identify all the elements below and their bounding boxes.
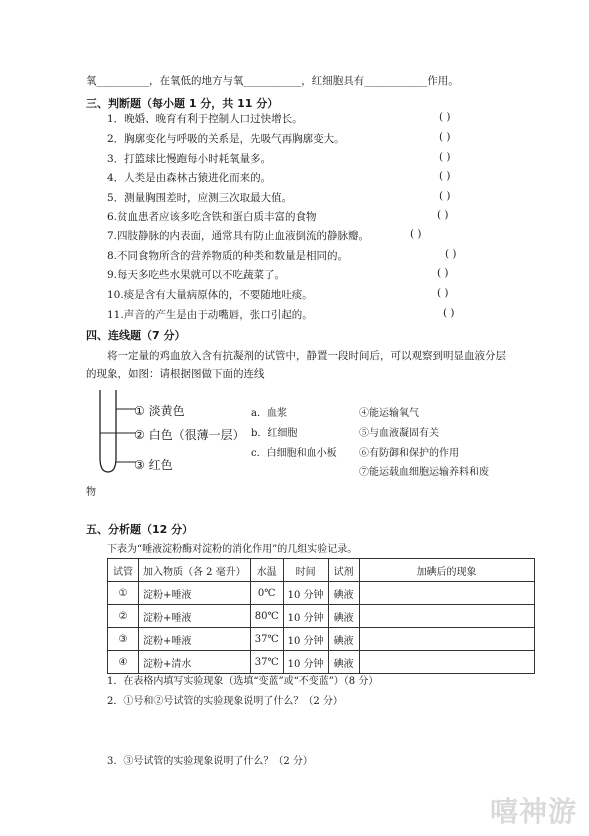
header-reagent: 试剂 (328, 559, 359, 582)
match-6[interactable]: ⑥有防御和保护的作用 (359, 448, 459, 459)
judge-item-3: 3．打篮球比慢跑每小时耗氧量多。 (107, 153, 272, 165)
judge-item-8: 8.不同食物所含的营养物质的种类和数量是相同的。 (107, 250, 349, 262)
judge-item-7: 7.四肢静脉的内表面，通常具有防止血液倒流的静脉瓣。 (107, 230, 370, 242)
table-row (108, 651, 535, 674)
cell-substance: 淀粉+清水 (139, 651, 251, 674)
cell-substance: 淀粉+唾液 (139, 628, 251, 651)
cell-tube: ② (108, 605, 139, 628)
experiment-table (107, 558, 535, 674)
cell-phenomenon-answer[interactable] (359, 582, 534, 605)
answer-paren-11[interactable]: ( ) (443, 307, 455, 319)
table-row (108, 628, 535, 651)
table-header-row (108, 559, 535, 582)
test-tube-diagram (88, 388, 140, 478)
match-c[interactable]: c．白细胞和血小板 (251, 448, 337, 459)
answer-paren-8[interactable]: ( ) (445, 248, 457, 260)
cell-substance: 淀粉+唾液 (139, 605, 251, 628)
section5-heading: 五、分析题（12 分） (86, 523, 194, 536)
judge-item-1: 1．晚婚、晚育有利于控制人口过快增长。 (107, 113, 303, 125)
match-5[interactable]: ⑤与血液凝固有关 (359, 428, 439, 439)
cell-reagent: 碘液 (328, 605, 359, 628)
judge-item-10: 10.痰是含有大量病原体的，不要随地吐痰。 (107, 289, 313, 301)
watermark-logo: 嘻神游 (489, 795, 577, 828)
question-3: 3．③号试管的实验现象说明了什么？（2 分） (107, 756, 313, 767)
cell-time: 10 分钟 (283, 651, 328, 674)
section4-intro-line2: 的现象，如图：请根据图做下面的连线 (86, 368, 265, 380)
cell-reagent: 碘液 (328, 651, 359, 674)
match-a[interactable]: a．血浆 (251, 408, 287, 419)
cell-time: 10 分钟 (283, 582, 328, 605)
answer-paren-2[interactable]: ( ) (439, 131, 451, 143)
cell-temp: 37℃ (250, 628, 283, 651)
cell-tube: ③ (108, 628, 139, 651)
section3-heading: 三、判断题（每小题 1 分，共 11 分） (86, 97, 279, 110)
cell-phenomenon-answer[interactable] (359, 651, 534, 674)
cell-phenomenon-answer[interactable] (359, 605, 534, 628)
answer-paren-10[interactable]: ( ) (437, 287, 449, 299)
question-1: 1．在表格内填写实验现象（选填“变蓝”或“不变蓝”）（8 分） (107, 676, 379, 687)
header-tube: 试管 (108, 559, 139, 582)
cell-time: 10 分钟 (283, 605, 328, 628)
header-time: 时间 (283, 559, 328, 582)
cell-temp: 80℃ (250, 605, 283, 628)
cell-reagent: 碘液 (328, 582, 359, 605)
match-7-wrap: 物 (86, 487, 96, 498)
cell-tube: ④ (108, 651, 139, 674)
cell-time: 10 分钟 (283, 628, 328, 651)
section5-intro: 下表为“唾液淀粉酶对淀粉的消化作用”的几组实验记录。 (107, 544, 358, 555)
cell-temp: 0℃ (250, 582, 283, 605)
answer-paren-6[interactable]: ( ) (437, 209, 449, 221)
section4-intro-line1: 将一定量的鸡血放入含有抗凝剂的试管中，静置一段时间后，可以观察到明显血液分层 (107, 350, 506, 362)
answer-paren-3[interactable]: ( ) (439, 151, 451, 163)
tube-label-plasma: ① 淡黄色 (134, 404, 185, 418)
judge-item-6: 6.贫血患者应该多吃含铁和蛋白质丰富的食物 (107, 211, 317, 223)
answer-paren-5[interactable]: ( ) (439, 190, 451, 202)
section4-heading: 四、连线题（7 分） (86, 329, 186, 342)
cell-phenomenon-answer[interactable] (359, 628, 534, 651)
match-b[interactable]: b．红细胞 (251, 428, 298, 439)
tube-label-white-layer: ② 白色（很薄一层） (134, 428, 245, 442)
fill-blank-line: 氧__________，在氧低的地方与氧___________，红细胞具有____________作用。 (86, 75, 459, 87)
match-4[interactable]: ④能运输氧气 (359, 408, 419, 419)
answer-paren-7[interactable]: ( ) (410, 228, 422, 240)
judge-item-11: 11.声音的产生是由于动嘴唇，张口引起的。 (107, 309, 313, 321)
table-row (108, 582, 535, 605)
match-7[interactable]: ⑦能运载血细胞运输养料和废 (359, 467, 489, 478)
cell-substance: 淀粉+唾液 (139, 582, 251, 605)
header-phenomenon: 加碘后的现象 (359, 559, 534, 582)
judge-item-5: 5．测量胸围差时，应测三次取最大值。 (107, 192, 293, 204)
judge-item-9: 9.每天多吃些水果就可以不吃蔬菜了。 (107, 269, 286, 281)
header-substance: 加入物质（各 2 毫升） (139, 559, 251, 582)
cell-reagent: 碘液 (328, 628, 359, 651)
answer-paren-1[interactable]: ( ) (439, 111, 451, 123)
header-temp: 水温 (250, 559, 283, 582)
tube-label-red: ③ 红色 (134, 458, 173, 472)
cell-temp: 37℃ (250, 651, 283, 674)
answer-paren-9[interactable]: ( ) (437, 267, 449, 279)
cell-tube: ① (108, 582, 139, 605)
question-2: 2．①号和②号试管的实验现象说明了什么？（2 分） (107, 696, 343, 707)
judge-item-4: 4．人类是由森林古猿进化而来的。 (107, 172, 272, 184)
table-row (108, 605, 535, 628)
answer-paren-4[interactable]: ( ) (439, 170, 451, 182)
judge-item-2: 2．胸廓变化与呼吸的关系是，先吸气再胸廓变大。 (107, 133, 345, 145)
